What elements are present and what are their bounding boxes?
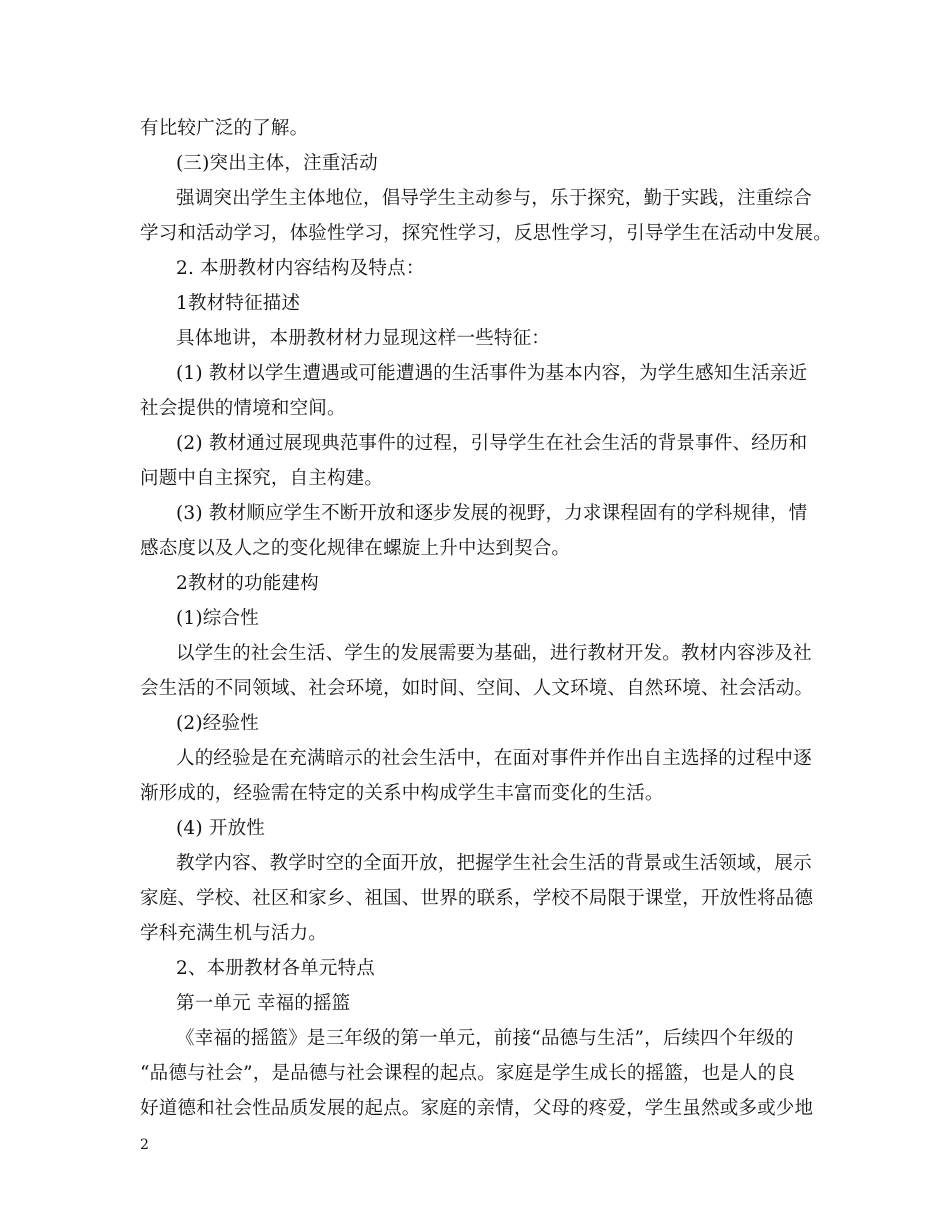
text-line: 社会提供的情境和空间。 [140, 398, 346, 419]
section-heading: 2. 本册教材内容结构及特点： [176, 258, 425, 279]
text-line: (3) 教材顺应学生不断开放和逐步发展的视野，力求课程固有的学科规律，情 [176, 503, 808, 524]
text-line: 《幸福的摇篮》是三年级的第一单元，前接“品德与生活”，后续四个年级的 [176, 1028, 794, 1049]
text-line: 好道德和社会性品质发展的起点。家庭的亲情，父母的疼爱，学生虽然或多或少地 [140, 1098, 814, 1119]
section-heading: 第一单元 幸福的摇篮 [176, 993, 351, 1014]
text-line: 教学内容、教学时空的全面开放，把握学生社会生活的背景或生活领域，展示 [176, 853, 812, 874]
section-heading: 2教材的功能建构 [176, 573, 319, 594]
text-line: 家庭、学校、社区和家乡、祖国、世界的联系，学校不局限于课堂，开放性将品德 [140, 888, 814, 909]
text-line: 有比较广泛的了解。 [140, 118, 309, 139]
section-heading: 1教材特征描述 [176, 293, 301, 314]
text-line: (2) 教材通过展现典范事件的过程，引导学生在社会生活的背景事件、经历和 [176, 433, 808, 454]
text-line: 问题中自主探究，自主构建。 [140, 468, 384, 489]
text-line: 以学生的社会生活、学生的发展需要为基础，进行教材开发。教材内容涉及社 [176, 643, 812, 664]
section-heading: 2、本册教材各单元特点 [176, 958, 375, 979]
text-line: 人的经验是在充满暗示的社会生活中，在面对事件并作出自主选择的过程中逐 [176, 748, 812, 769]
text-line: 学习和活动学习，体验性学习，探究性学习，反思性学习，引导学生在活动中发展。 [140, 223, 832, 244]
text-line: 渐形成的，经验需在特定的关系中构成学生丰富而变化的生活。 [140, 783, 664, 804]
text-line: “品德与社会”，是品德与社会课程的起点。家庭是学生成长的摇篮，也是人的良 [140, 1063, 796, 1084]
text-line: 会生活的不同领域、社会环境，如时间、空间、人文环境、自然环境、社会活动。 [140, 678, 814, 699]
section-heading: (4) 开放性 [176, 818, 265, 839]
text-line: 感态度以及人之的变化规律在螺旋上升中达到契合。 [140, 538, 571, 559]
text-line: (1) 教材以学生遭遇或可能遭遇的生活事件为基本内容，为学生感知生活亲近 [176, 363, 808, 384]
text-line: 强调突出学生主体地位，倡导学生主动参与，乐于探究，勤于实践，注重综合 [176, 188, 812, 209]
text-line: 具体地讲，本册教材材力显现这样一些特征： [176, 328, 551, 349]
page-number: 2 [140, 1137, 149, 1153]
section-heading: (三)突出主体，注重活动 [176, 153, 378, 174]
section-heading: (2)经验性 [176, 713, 259, 734]
section-heading: (1)综合性 [176, 608, 259, 629]
text-line: 学科充满生机与活力。 [140, 923, 328, 944]
